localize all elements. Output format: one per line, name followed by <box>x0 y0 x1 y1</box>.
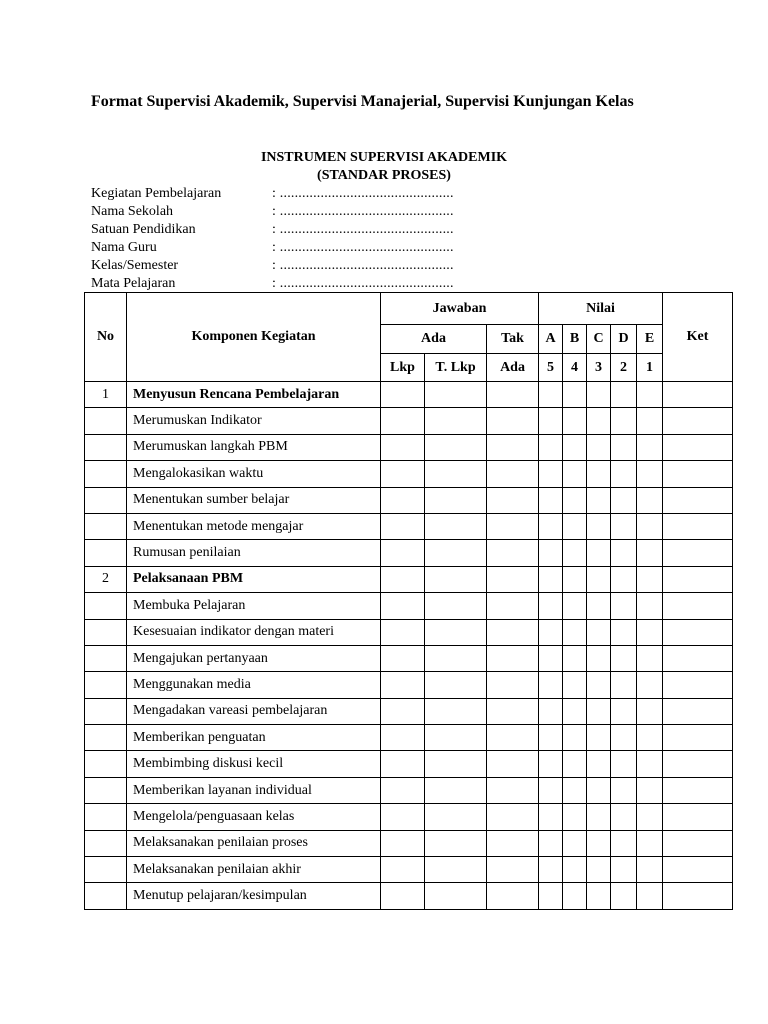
cell-grade-b <box>563 566 587 592</box>
cell-tlkp <box>425 408 487 434</box>
cell-tlkp <box>425 751 487 777</box>
cell-tak-ada <box>487 804 539 830</box>
cell-tlkp <box>425 487 487 513</box>
cell-lkp <box>381 672 425 698</box>
table-row <box>85 698 733 724</box>
cell-lkp <box>381 777 425 803</box>
cell-grade-d <box>611 725 637 751</box>
cell-grade-e <box>637 830 663 856</box>
cell-grade-c <box>587 672 611 698</box>
header-grade-e: E <box>637 325 663 354</box>
cell-tak-ada <box>487 619 539 645</box>
component-label: Menggunakan media <box>127 672 381 698</box>
row-number: 1 <box>85 382 127 408</box>
cell-grade-c <box>587 566 611 592</box>
cell-grade-c <box>587 513 611 539</box>
cell-tak-ada <box>487 777 539 803</box>
cell-tak-ada <box>487 461 539 487</box>
header-grade-c: C <box>587 325 611 354</box>
cell-ket <box>663 540 733 566</box>
cell-tlkp <box>425 619 487 645</box>
cell-grade-d <box>611 434 637 460</box>
cell-tlkp <box>425 725 487 751</box>
cell-grade-b <box>563 540 587 566</box>
header-tak-ada: Ada <box>487 354 539 382</box>
row-number <box>85 672 127 698</box>
cell-grade-a <box>539 751 563 777</box>
row-number <box>85 857 127 883</box>
cell-tlkp <box>425 883 487 909</box>
cell-lkp <box>381 461 425 487</box>
component-label: Memberikan penguatan <box>127 725 381 751</box>
cell-tlkp <box>425 461 487 487</box>
component-label: Mengelola/penguasaan kelas <box>127 804 381 830</box>
row-number <box>85 619 127 645</box>
cell-grade-a <box>539 513 563 539</box>
cell-grade-b <box>563 408 587 434</box>
row-number <box>85 777 127 803</box>
row-number <box>85 540 127 566</box>
cell-tak-ada <box>487 566 539 592</box>
cell-lkp <box>381 857 425 883</box>
cell-grade-b <box>563 434 587 460</box>
cell-grade-e <box>637 566 663 592</box>
cell-grade-e <box>637 408 663 434</box>
component-label: Mengadakan vareasi pembelajaran <box>127 698 381 724</box>
cell-tak-ada <box>487 830 539 856</box>
cell-grade-b <box>563 672 587 698</box>
header-grade-value-5: 5 <box>539 354 563 382</box>
cell-grade-d <box>611 382 637 408</box>
cell-lkp <box>381 645 425 671</box>
cell-grade-e <box>637 672 663 698</box>
cell-lkp <box>381 830 425 856</box>
header-grade-a: A <box>539 325 563 354</box>
cell-grade-e <box>637 698 663 724</box>
table-row <box>85 408 733 434</box>
cell-grade-c <box>587 382 611 408</box>
cell-grade-d <box>611 777 637 803</box>
cell-lkp <box>381 593 425 619</box>
cell-tlkp <box>425 593 487 619</box>
header-grade-value-3: 3 <box>587 354 611 382</box>
cell-ket <box>663 513 733 539</box>
cell-grade-b <box>563 883 587 909</box>
cell-grade-b <box>563 513 587 539</box>
cell-lkp <box>381 566 425 592</box>
table-body <box>85 382 733 910</box>
field-label: Nama Sekolah <box>91 204 174 219</box>
cell-grade-d <box>611 461 637 487</box>
cell-grade-a <box>539 777 563 803</box>
component-label: Melaksanakan penilaian akhir <box>127 857 381 883</box>
header-grade-b: B <box>563 325 587 354</box>
cell-grade-b <box>563 751 587 777</box>
table-row <box>85 777 733 803</box>
cell-grade-b <box>563 382 587 408</box>
header-jawaban: Jawaban <box>381 293 539 325</box>
cell-tlkp <box>425 645 487 671</box>
cell-tak-ada <box>487 672 539 698</box>
cell-grade-d <box>611 698 637 724</box>
cell-grade-c <box>587 830 611 856</box>
cell-lkp <box>381 408 425 434</box>
cell-tlkp <box>425 698 487 724</box>
component-label: Kesesuaian indikator dengan materi <box>127 619 381 645</box>
header-nilai: Nilai <box>539 293 663 325</box>
cell-ket <box>663 725 733 751</box>
instrument-title: INSTRUMEN SUPERVISI AKADEMIK <box>260 150 508 165</box>
cell-ket <box>663 777 733 803</box>
cell-grade-d <box>611 408 637 434</box>
cell-ket <box>663 461 733 487</box>
cell-grade-c <box>587 725 611 751</box>
cell-tak-ada <box>487 698 539 724</box>
table-row <box>85 593 733 619</box>
cell-grade-e <box>637 461 663 487</box>
cell-ket <box>663 883 733 909</box>
cell-lkp <box>381 513 425 539</box>
cell-grade-d <box>611 857 637 883</box>
row-number <box>85 830 127 856</box>
table-row <box>85 566 733 592</box>
table-row <box>85 540 733 566</box>
field-label: Kegiatan Pembelajaran <box>91 186 222 201</box>
cell-tlkp <box>425 540 487 566</box>
cell-ket <box>663 382 733 408</box>
cell-lkp <box>381 382 425 408</box>
row-number <box>85 645 127 671</box>
cell-tak-ada <box>487 883 539 909</box>
cell-grade-c <box>587 857 611 883</box>
cell-grade-a <box>539 672 563 698</box>
cell-tak-ada <box>487 487 539 513</box>
table-row <box>85 487 733 513</box>
cell-tlkp <box>425 513 487 539</box>
component-label: Merumuskan langkah PBM <box>127 434 381 460</box>
cell-lkp <box>381 804 425 830</box>
header-ket: Ket <box>663 293 733 382</box>
cell-grade-d <box>611 804 637 830</box>
cell-grade-b <box>563 804 587 830</box>
cell-tlkp <box>425 857 487 883</box>
cell-grade-e <box>637 804 663 830</box>
cell-tak-ada <box>487 540 539 566</box>
header-grade-value-4: 4 <box>563 354 587 382</box>
cell-grade-d <box>611 751 637 777</box>
row-number <box>85 883 127 909</box>
header-grade-value-2: 2 <box>611 354 637 382</box>
cell-ket <box>663 408 733 434</box>
component-label: Membimbing diskusi kecil <box>127 751 381 777</box>
cell-grade-d <box>611 513 637 539</box>
cell-grade-a <box>539 883 563 909</box>
cell-grade-e <box>637 619 663 645</box>
cell-lkp <box>381 487 425 513</box>
cell-grade-e <box>637 487 663 513</box>
cell-ket <box>663 593 733 619</box>
table-row <box>85 645 733 671</box>
cell-lkp <box>381 540 425 566</box>
cell-grade-d <box>611 883 637 909</box>
table-row <box>85 382 733 408</box>
cell-grade-e <box>637 593 663 619</box>
cell-grade-a <box>539 645 563 671</box>
component-label: Membuka Pelajaran <box>127 593 381 619</box>
cell-grade-a <box>539 382 563 408</box>
cell-grade-b <box>563 830 587 856</box>
cell-grade-b <box>563 725 587 751</box>
table-row <box>85 857 733 883</box>
cell-tak-ada <box>487 408 539 434</box>
document-title: Format Supervisi Akademik, Supervisi Manajerial, Supervisi Kunjungan Kelas <box>91 93 634 110</box>
cell-grade-c <box>587 461 611 487</box>
cell-tak-ada <box>487 593 539 619</box>
cell-lkp <box>381 619 425 645</box>
cell-grade-a <box>539 540 563 566</box>
cell-tlkp <box>425 434 487 460</box>
header-lkp: Lkp <box>381 354 425 382</box>
cell-grade-c <box>587 645 611 671</box>
cell-grade-e <box>637 751 663 777</box>
row-number <box>85 804 127 830</box>
cell-grade-d <box>611 645 637 671</box>
cell-grade-d <box>611 593 637 619</box>
table-row <box>85 725 733 751</box>
cell-grade-a <box>539 434 563 460</box>
header-komponen: Komponen Kegiatan <box>127 293 381 382</box>
field-label: Kelas/Semester <box>91 258 179 273</box>
cell-grade-c <box>587 751 611 777</box>
cell-grade-c <box>587 408 611 434</box>
cell-grade-c <box>587 434 611 460</box>
cell-grade-b <box>563 645 587 671</box>
cell-grade-a <box>539 593 563 619</box>
cell-ket <box>663 672 733 698</box>
cell-ket <box>663 698 733 724</box>
row-number: 2 <box>85 566 127 592</box>
cell-grade-d <box>611 487 637 513</box>
cell-ket <box>663 804 733 830</box>
cell-grade-e <box>637 645 663 671</box>
cell-tak-ada <box>487 645 539 671</box>
row-number <box>85 593 127 619</box>
cell-grade-b <box>563 857 587 883</box>
field-value: : ............................................... <box>272 204 454 219</box>
cell-tlkp <box>425 672 487 698</box>
row-number <box>85 434 127 460</box>
cell-grade-a <box>539 725 563 751</box>
cell-ket <box>663 751 733 777</box>
component-label: Memberikan layanan individual <box>127 777 381 803</box>
header-tak: Tak <box>487 325 539 354</box>
cell-grade-b <box>563 698 587 724</box>
row-number <box>85 725 127 751</box>
cell-grade-c <box>587 487 611 513</box>
cell-grade-b <box>563 593 587 619</box>
cell-grade-a <box>539 830 563 856</box>
row-number <box>85 487 127 513</box>
cell-grade-a <box>539 619 563 645</box>
field-label: Mata Pelajaran <box>91 276 176 291</box>
cell-grade-c <box>587 593 611 619</box>
cell-tak-ada <box>487 382 539 408</box>
cell-grade-b <box>563 461 587 487</box>
cell-tak-ada <box>487 725 539 751</box>
cell-grade-d <box>611 830 637 856</box>
table-row <box>85 461 733 487</box>
cell-tak-ada <box>487 434 539 460</box>
table-row <box>85 513 733 539</box>
cell-tak-ada <box>487 751 539 777</box>
cell-grade-e <box>637 382 663 408</box>
cell-lkp <box>381 434 425 460</box>
cell-tlkp <box>425 830 487 856</box>
cell-grade-c <box>587 698 611 724</box>
header-tlkp: T. Lkp <box>425 354 487 382</box>
header-ada: Ada <box>381 325 487 354</box>
field-label: Satuan Pendidikan <box>91 222 196 237</box>
header-grade-d: D <box>611 325 637 354</box>
cell-grade-b <box>563 487 587 513</box>
cell-grade-c <box>587 804 611 830</box>
field-value: : ............................................... <box>272 222 454 237</box>
component-label: Merumuskan Indikator <box>127 408 381 434</box>
row-number <box>85 461 127 487</box>
instrument-subtitle: (STANDAR PROSES) <box>317 168 451 183</box>
component-label: Rumusan penilaian <box>127 540 381 566</box>
component-label: Melaksanakan penilaian proses <box>127 830 381 856</box>
header-grade-value-1: 1 <box>637 354 663 382</box>
table-row <box>85 830 733 856</box>
field-value: : ............................................... <box>272 240 454 255</box>
section-heading: Menyusun Rencana Pembelajaran <box>127 382 381 408</box>
field-value: : ............................................... <box>272 186 454 201</box>
cell-ket <box>663 566 733 592</box>
cell-grade-e <box>637 725 663 751</box>
cell-ket <box>663 434 733 460</box>
cell-tlkp <box>425 382 487 408</box>
cell-grade-b <box>563 777 587 803</box>
component-label: Menutup pelajaran/kesimpulan <box>127 883 381 909</box>
row-number <box>85 751 127 777</box>
component-label: Mengajukan pertanyaan <box>127 645 381 671</box>
cell-grade-a <box>539 698 563 724</box>
cell-grade-e <box>637 434 663 460</box>
cell-grade-b <box>563 619 587 645</box>
cell-tlkp <box>425 566 487 592</box>
cell-grade-a <box>539 804 563 830</box>
cell-grade-e <box>637 540 663 566</box>
cell-lkp <box>381 725 425 751</box>
cell-lkp <box>381 698 425 724</box>
cell-grade-d <box>611 619 637 645</box>
field-value: : ............................................... <box>272 276 454 291</box>
cell-grade-e <box>637 777 663 803</box>
cell-grade-a <box>539 408 563 434</box>
header-no: No <box>85 293 127 382</box>
cell-grade-e <box>637 857 663 883</box>
cell-grade-a <box>539 566 563 592</box>
component-label: Menentukan sumber belajar <box>127 487 381 513</box>
cell-grade-d <box>611 672 637 698</box>
cell-ket <box>663 857 733 883</box>
cell-ket <box>663 487 733 513</box>
field-value: : ............................................... <box>272 258 454 273</box>
table-row <box>85 672 733 698</box>
table-row <box>85 619 733 645</box>
table-row <box>85 883 733 909</box>
component-label: Mengalokasikan waktu <box>127 461 381 487</box>
cell-ket <box>663 645 733 671</box>
cell-grade-c <box>587 777 611 803</box>
cell-grade-a <box>539 461 563 487</box>
cell-grade-e <box>637 883 663 909</box>
cell-tak-ada <box>487 857 539 883</box>
cell-grade-d <box>611 566 637 592</box>
cell-ket <box>663 619 733 645</box>
cell-lkp <box>381 883 425 909</box>
component-label: Menentukan metode mengajar <box>127 513 381 539</box>
cell-grade-c <box>587 619 611 645</box>
row-number <box>85 513 127 539</box>
cell-grade-a <box>539 857 563 883</box>
cell-tlkp <box>425 777 487 803</box>
cell-grade-c <box>587 883 611 909</box>
field-label: Nama Guru <box>91 240 157 255</box>
supervision-table <box>84 292 733 910</box>
cell-ket <box>663 830 733 856</box>
row-number <box>85 408 127 434</box>
cell-tlkp <box>425 804 487 830</box>
cell-grade-c <box>587 540 611 566</box>
cell-grade-e <box>637 513 663 539</box>
table-row <box>85 434 733 460</box>
cell-grade-d <box>611 540 637 566</box>
table-row <box>85 804 733 830</box>
section-heading: Pelaksanaan PBM <box>127 566 381 592</box>
row-number <box>85 698 127 724</box>
table-row <box>85 751 733 777</box>
cell-grade-a <box>539 487 563 513</box>
cell-lkp <box>381 751 425 777</box>
cell-tak-ada <box>487 513 539 539</box>
